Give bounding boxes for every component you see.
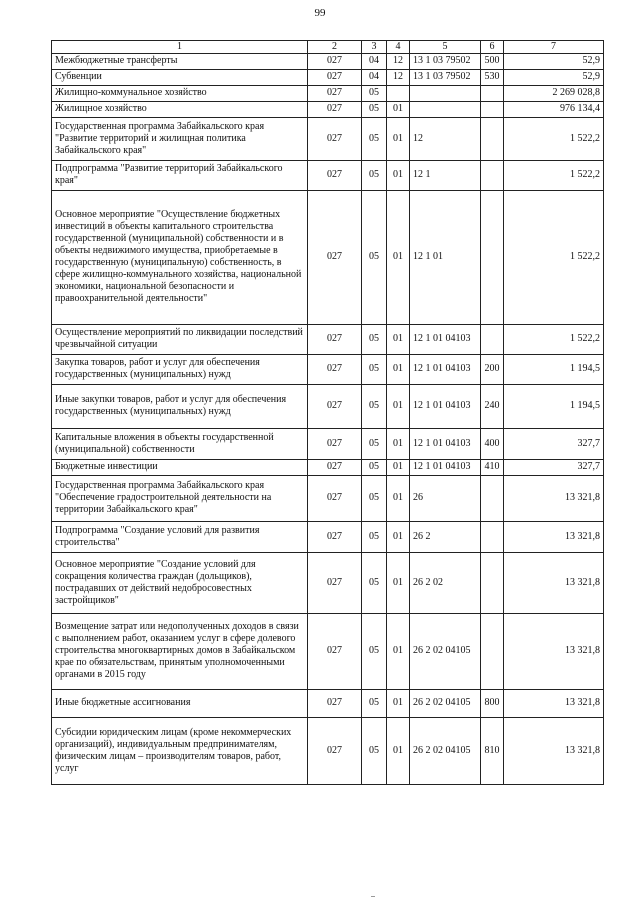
row-section-code: 05	[362, 522, 387, 553]
row-name: Основное мероприятие "Создание условий для сокращения количества граждан (дольщиков), пострадавших от действий недобросовестных застройщиков"	[52, 553, 308, 614]
row-subsection-code: 01	[387, 355, 410, 385]
row-amount: 52,9	[504, 54, 604, 70]
row-ministry-code: 027	[308, 385, 362, 429]
row-target-article: 26 2 02	[410, 553, 481, 614]
row-ministry-code: 027	[308, 191, 362, 325]
row-amount: 2 269 028,8	[504, 86, 604, 102]
row-ministry-code: 027	[308, 161, 362, 191]
row-section-code: 05	[362, 355, 387, 385]
row-ministry-code: 027	[308, 460, 362, 476]
row-target-article: 26	[410, 476, 481, 522]
row-ministry-code: 027	[308, 118, 362, 161]
row-ministry-code: 027	[308, 86, 362, 102]
table-row	[52, 118, 604, 161]
row-expense-type	[481, 614, 504, 690]
row-expense-type: 800	[481, 690, 504, 718]
row-expense-type	[481, 118, 504, 161]
row-ministry-code: 027	[308, 718, 362, 785]
header-cell-7: 7	[504, 41, 604, 54]
row-subsection-code: 01	[387, 325, 410, 355]
row-section-code: 05	[362, 553, 387, 614]
row-name: Иные бюджетные ассигнования	[52, 690, 308, 718]
row-section-code: 05	[362, 718, 387, 785]
header-cell-1: 1	[52, 41, 308, 54]
row-expense-type: 530	[481, 70, 504, 86]
header-cell-2: 2	[308, 41, 362, 54]
row-expense-type: 810	[481, 718, 504, 785]
row-expense-type	[481, 476, 504, 522]
row-amount: 13 321,8	[504, 522, 604, 553]
row-section-code: 05	[362, 161, 387, 191]
row-section-code: 05	[362, 429, 387, 460]
row-target-article	[410, 102, 481, 118]
row-name: Закупка товаров, работ и услуг для обеспечения государственных (муниципальных) нужд	[52, 355, 308, 385]
row-ministry-code: 027	[308, 614, 362, 690]
table-row	[52, 54, 604, 70]
row-name: Межбюджетные трансферты	[52, 54, 308, 70]
row-ministry-code: 027	[308, 325, 362, 355]
row-expense-type	[481, 522, 504, 553]
row-expense-type: 400	[481, 429, 504, 460]
row-target-article: 12 1 01 04103	[410, 325, 481, 355]
row-section-code: 05	[362, 460, 387, 476]
row-subsection-code: 12	[387, 70, 410, 86]
table-row	[52, 355, 604, 385]
row-section-code: 05	[362, 325, 387, 355]
row-name: Государственная программа Забайкальского края "Развитие территорий и жилищная политика Забайкальского края"	[52, 118, 308, 161]
row-section-code: 05	[362, 86, 387, 102]
row-expense-type: 240	[481, 385, 504, 429]
table-row	[52, 429, 604, 460]
row-subsection-code: 01	[387, 614, 410, 690]
row-amount: 1 194,5	[504, 355, 604, 385]
row-subsection-code: 01	[387, 385, 410, 429]
header-cell-6: 6	[481, 41, 504, 54]
row-ministry-code: 027	[308, 476, 362, 522]
row-target-article: 26 2 02 04105	[410, 718, 481, 785]
row-amount: 13 321,8	[504, 614, 604, 690]
row-section-code: 05	[362, 385, 387, 429]
row-target-article: 12 1 01 04103	[410, 460, 481, 476]
row-ministry-code: 027	[308, 355, 362, 385]
row-target-article: 13 1 03 79502	[410, 70, 481, 86]
row-subsection-code: 01	[387, 460, 410, 476]
row-subsection-code: 01	[387, 553, 410, 614]
row-amount: 13 321,8	[504, 553, 604, 614]
row-expense-type	[481, 325, 504, 355]
row-target-article: 12 1 01	[410, 191, 481, 325]
row-name: Иные закупки товаров, работ и услуг для обеспечения государственных (муниципальных) нужд	[52, 385, 308, 429]
row-target-article: 12 1 01 04103	[410, 385, 481, 429]
table-row	[52, 161, 604, 191]
row-expense-type	[481, 86, 504, 102]
table-row	[52, 476, 604, 522]
row-subsection-code: 01	[387, 718, 410, 785]
row-ministry-code: 027	[308, 54, 362, 70]
row-section-code: 05	[362, 690, 387, 718]
row-subsection-code: 01	[387, 161, 410, 191]
table-row	[52, 690, 604, 718]
table-row	[52, 553, 604, 614]
table-body	[52, 54, 604, 785]
row-name: Бюджетные инвестиции	[52, 460, 308, 476]
row-ministry-code: 027	[308, 70, 362, 86]
row-ministry-code: 027	[308, 690, 362, 718]
row-target-article: 26 2 02 04105	[410, 614, 481, 690]
row-name: Жилищное хозяйство	[52, 102, 308, 118]
row-expense-type: 500	[481, 54, 504, 70]
header-row	[52, 41, 604, 54]
row-amount: 1 194,5	[504, 385, 604, 429]
row-section-code: 04	[362, 54, 387, 70]
row-target-article: 12	[410, 118, 481, 161]
row-expense-type	[481, 102, 504, 118]
row-amount: 1 522,2	[504, 325, 604, 355]
row-name: Подпрограмма "Создание условий для развития строительства"	[52, 522, 308, 553]
row-target-article	[410, 86, 481, 102]
row-amount: 327,7	[504, 429, 604, 460]
row-expense-type	[481, 161, 504, 191]
row-target-article: 26 2	[410, 522, 481, 553]
row-section-code: 05	[362, 614, 387, 690]
row-subsection-code: 01	[387, 191, 410, 325]
row-amount: 976 134,4	[504, 102, 604, 118]
row-name: Возмещение затрат или недополученных доходов в связи с выполнением работ, оказанием услуг в сфере долевого строительства многоквартирных домов в Забайкальском крае по обязательствам, принятым уполномоченными органами в 2015 году	[52, 614, 308, 690]
header-cell-4: 4	[387, 41, 410, 54]
row-expense-type	[481, 553, 504, 614]
row-target-article: 12 1 01 04103	[410, 429, 481, 460]
row-expense-type: 410	[481, 460, 504, 476]
row-target-article: 12 1 01 04103	[410, 355, 481, 385]
row-target-article: 26 2 02 04105	[410, 690, 481, 718]
row-subsection-code	[387, 86, 410, 102]
budget-table	[51, 40, 604, 785]
row-ministry-code: 027	[308, 553, 362, 614]
row-amount: 13 321,8	[504, 690, 604, 718]
row-section-code: 05	[362, 118, 387, 161]
table-row	[52, 86, 604, 102]
table-row	[52, 325, 604, 355]
row-amount: 52,9	[504, 70, 604, 86]
row-subsection-code: 01	[387, 690, 410, 718]
row-name: Подпрограмма "Развитие территорий Забайкальского края"	[52, 161, 308, 191]
row-section-code: 05	[362, 476, 387, 522]
row-amount: 13 321,8	[504, 476, 604, 522]
table-row	[52, 718, 604, 785]
row-amount: 1 522,2	[504, 191, 604, 325]
scan-speck	[371, 896, 375, 897]
row-section-code: 04	[362, 70, 387, 86]
row-section-code: 05	[362, 191, 387, 325]
row-name: Субсидии юридическим лицам (кроме некоммерческих организаций), индивидуальным предпринимателям, физическим лицам – производителям товаров, работ, услуг	[52, 718, 308, 785]
page-number: 99	[314, 7, 326, 19]
row-ministry-code: 027	[308, 102, 362, 118]
row-name: Основное мероприятие "Осуществление бюджетных инвестиций в объекты капитального строительства государственной (муниципальной) собственности и в объекты недвижимого имущества, приобретаемые в государственную (муниципальную) собственность, в сфере жилищно-коммунального хозяйства, национальной экономики, национальной безопасности и правоохранительной деятельности"	[52, 191, 308, 325]
row-name: Осуществление мероприятий по ликвидации последствий чрезвычайной ситуации	[52, 325, 308, 355]
row-amount: 327,7	[504, 460, 604, 476]
table-row	[52, 522, 604, 553]
row-subsection-code: 01	[387, 429, 410, 460]
row-name: Жилищно-коммунальное хозяйство	[52, 86, 308, 102]
header-cell-5: 5	[410, 41, 481, 54]
row-expense-type	[481, 191, 504, 325]
row-ministry-code: 027	[308, 522, 362, 553]
row-name: Капитальные вложения в объекты государственной (муниципальной) собственности	[52, 429, 308, 460]
row-subsection-code: 01	[387, 476, 410, 522]
row-subsection-code: 01	[387, 522, 410, 553]
table-row	[52, 614, 604, 690]
table-row	[52, 70, 604, 86]
row-target-article: 12 1	[410, 161, 481, 191]
table-header	[52, 41, 604, 54]
table-row	[52, 460, 604, 476]
row-amount: 13 321,8	[504, 718, 604, 785]
row-subsection-code: 01	[387, 102, 410, 118]
row-subsection-code: 12	[387, 54, 410, 70]
table-row	[52, 385, 604, 429]
row-amount: 1 522,2	[504, 161, 604, 191]
row-name: Субвенции	[52, 70, 308, 86]
row-target-article: 13 1 03 79502	[410, 54, 481, 70]
row-section-code: 05	[362, 102, 387, 118]
header-cell-3: 3	[362, 41, 387, 54]
row-subsection-code: 01	[387, 118, 410, 161]
table-row	[52, 191, 604, 325]
table-row	[52, 102, 604, 118]
row-name: Государственная программа Забайкальского края "Обеспечение градостроительной деятельности на территории Забайкальского края"	[52, 476, 308, 522]
row-expense-type: 200	[481, 355, 504, 385]
row-amount: 1 522,2	[504, 118, 604, 161]
row-ministry-code: 027	[308, 429, 362, 460]
